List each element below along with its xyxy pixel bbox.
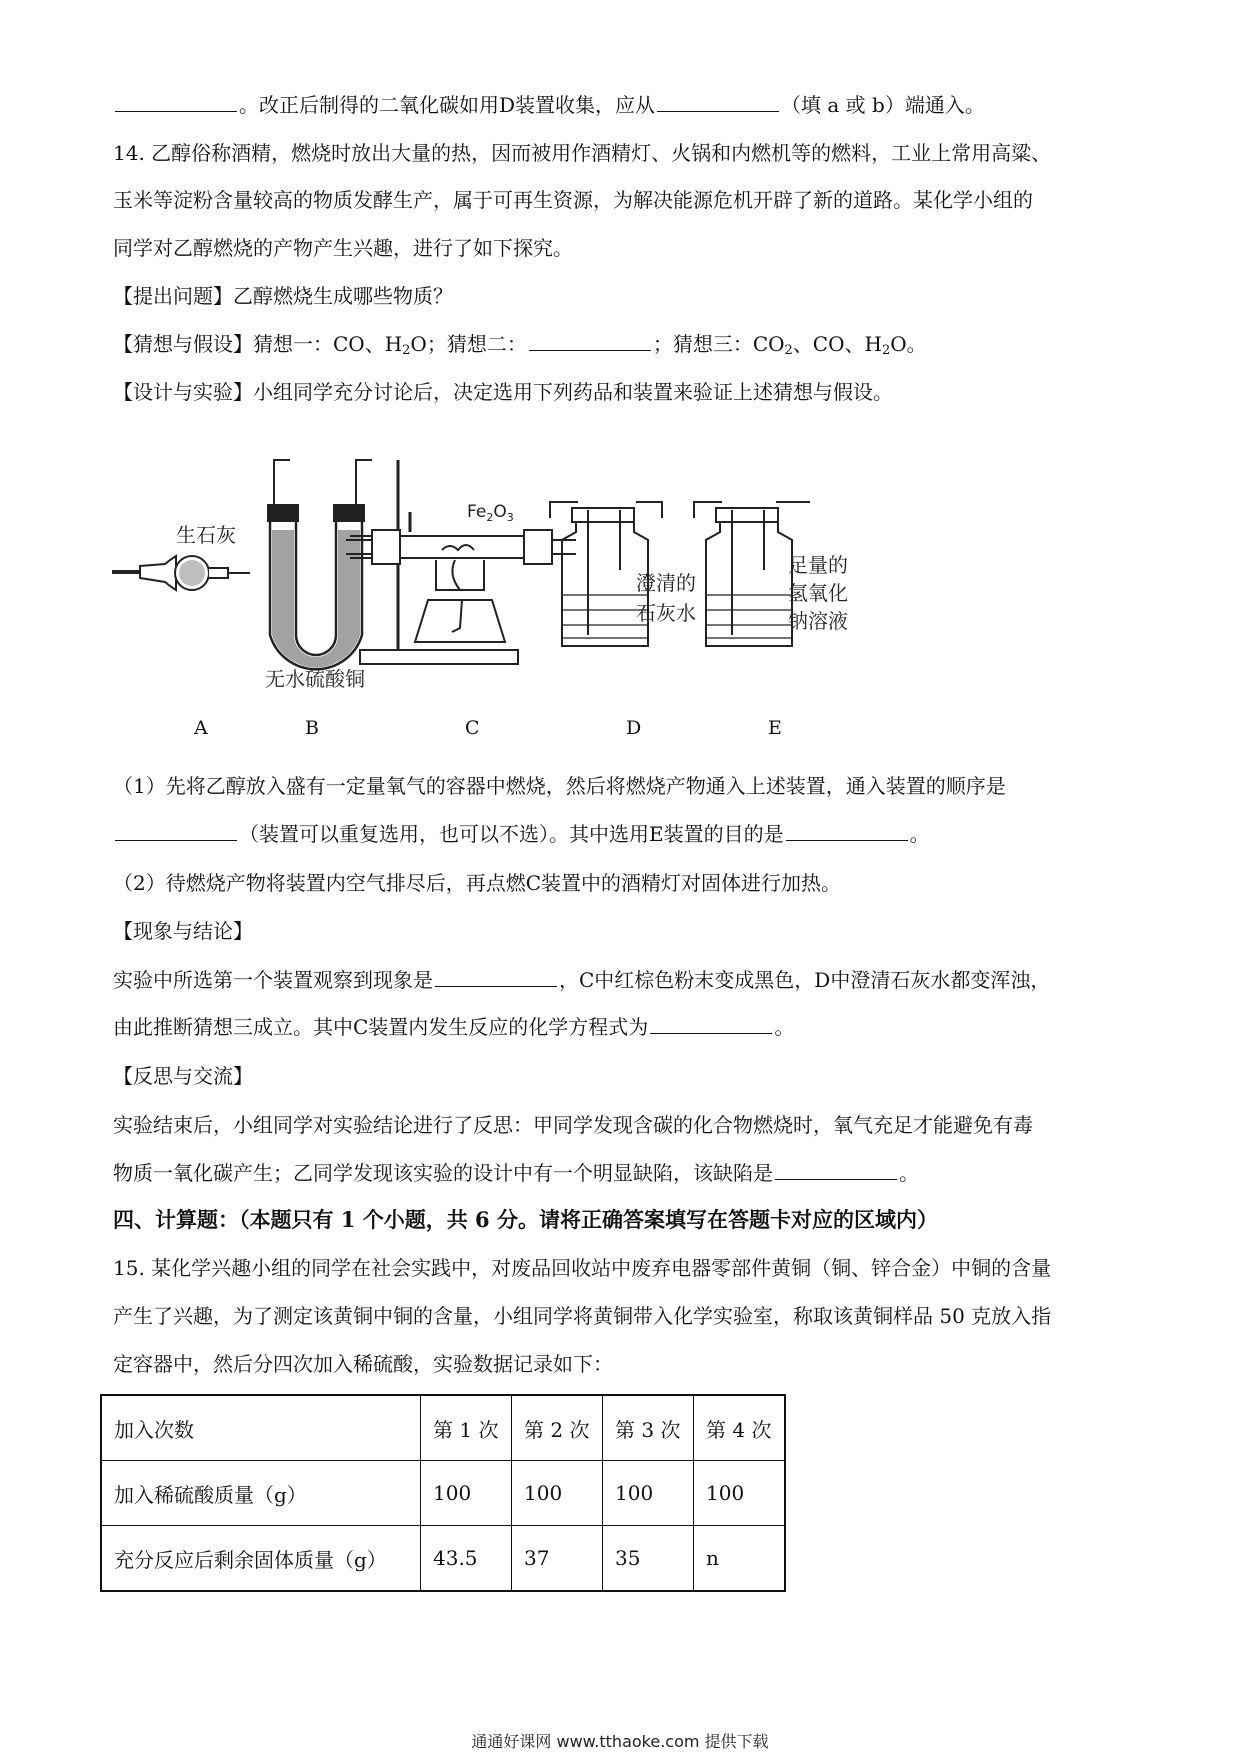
phenomenon-heading: 【现象与结论】 (113, 919, 253, 943)
table-cell: 37 (512, 1526, 603, 1592)
answer-blank[interactable] (435, 966, 557, 987)
apparatus-letter-b: B (305, 717, 319, 739)
label-fe2o3: $Fe_2O_3$ (467, 502, 514, 524)
apparatus-letter-a: A (194, 717, 208, 739)
text-line-q13-end: 。改正后制得的二氧化碳如用D装置收集，应从 （填 a 或 b）端通入。 (113, 91, 1133, 119)
step1-line-2: （装置可以重复选用，也可以不选）。其中选用E装置的目的是 。 (113, 820, 1133, 848)
phenomenon-line-1: 实验中所选第一个装置观察到现象是 ，C中红棕色粉末变成黑色，D中澄清石灰水都变浑浊， (113, 968, 1051, 992)
table-cell: 100 (694, 1461, 786, 1526)
table-cell: 加入稀硫酸质量（g） (101, 1461, 421, 1526)
u-tube-b (268, 460, 372, 669)
label-quicklime: 生石灰 (176, 523, 236, 547)
label-anhydrous-copper-sulfate: 无水硫酸铜 (265, 667, 365, 691)
table-header-cell: 第 4 次 (694, 1395, 786, 1461)
table-row (101, 1461, 785, 1526)
answer-blank[interactable] (650, 1013, 772, 1034)
page-footer: 通通好课网 www.tthaoke.com 提供下载 (471, 1732, 769, 1751)
apparatus-letter-d: D (626, 717, 642, 739)
q15-paragraph-line-1: 15. 某化学兴趣小组的同学在社会实践中，对废品回收站中废弃电器零部件黄铜（铜、锌合金）中铜的含量 (113, 1256, 1052, 1280)
label-limewater-1: 澄清的 (636, 571, 696, 595)
label-limewater-2: 石灰水 (636, 601, 696, 625)
table-row (101, 1395, 785, 1461)
answer-blank[interactable] (115, 91, 237, 112)
q14-paragraph-line-1: 14. 乙醇俗称酒精，燃烧时放出大量的热，因而被用作酒精灯、火锅和内燃机等的燃料，工业上常用高粱、 (113, 141, 1052, 165)
reflection-heading: 【反思与交流】 (113, 1064, 253, 1088)
phenomenon-line-2: 由此推断猜想三成立。其中C装置内发生反应的化学方程式为 。 (113, 1015, 795, 1039)
answer-blank[interactable] (657, 91, 779, 112)
reflection-line-1: 实验结束后，小组同学对实验结论进行了反思：甲同学发现含碳的化合物燃烧时，氧气充足才能避免有毒 (113, 1113, 1033, 1137)
q14-paragraph-line-3: 同学对乙醇燃烧的产物产生兴趣，进行了如下探究。 (113, 236, 573, 260)
question-heading: 【提出问题】乙醇燃烧生成哪些物质？ (113, 284, 453, 308)
section-4-heading: 四、计算题：（本题只有 1 个小题，共 6 分。请将正确答案填写在答题卡对应的区域内） (113, 1207, 938, 1232)
answer-blank[interactable] (529, 330, 651, 351)
table-cell: 100 (603, 1461, 694, 1526)
answer-blank[interactable] (775, 1159, 897, 1180)
step1-line-1: （1）先将乙醇放入盛有一定量氧气的容器中燃烧，然后将燃烧产物通入上述装置，通入装置的顺序是 (113, 774, 1006, 798)
q15-paragraph-line-3: 定容器中，然后分四次加入稀硫酸，实验数据记录如下： (113, 1352, 613, 1376)
label-naoh-3: 钠溶液 (788, 609, 848, 633)
table-cell: 充分反应后剩余固体质量（g） (101, 1526, 421, 1592)
apparatus-figure (110, 450, 970, 750)
answer-blank[interactable] (786, 820, 908, 841)
table-header-cell: 加入次数 (101, 1395, 421, 1461)
table-header-cell: 第 1 次 (421, 1395, 512, 1461)
label-naoh-2: 氢氧化 (788, 581, 848, 605)
design-line: 【设计与实验】小组同学充分讨论后，决定选用下列药品和装置来验证上述猜想与假设。 (113, 380, 893, 404)
drying-tube-a (112, 556, 250, 590)
apparatus-letter-e: E (768, 717, 782, 739)
step2-line: （2）待燃烧产物将装置内空气排尽后，再点燃C装置中的酒精灯对固体进行加热。 (113, 871, 842, 895)
data-table (100, 1394, 786, 1592)
table-cell: 35 (603, 1526, 694, 1592)
reaction-tube-c (346, 460, 576, 664)
answer-blank[interactable] (115, 820, 237, 841)
table-row (101, 1526, 785, 1592)
table-cell: 100 (421, 1461, 512, 1526)
q14-paragraph-line-2: 玉米等淀粉含量较高的物质发酵生产，属于可再生资源，为解决能源危机开辟了新的道路。某化学小组的 (113, 188, 1033, 212)
apparatus-letter-c: C (465, 717, 480, 739)
table-header-cell: 第 3 次 (603, 1395, 694, 1461)
table-header-cell: 第 2 次 (512, 1395, 603, 1461)
table-cell: 43.5 (421, 1526, 512, 1592)
table-cell: n (694, 1526, 786, 1592)
reflection-line-2: 物质一氧化碳产生；乙同学发现该实验的设计中有一个明显缺陷，该缺陷是 。 (113, 1161, 919, 1185)
table-cell: 100 (512, 1461, 603, 1526)
hypothesis-line: 【猜想与假设】猜想一：CO、$H_2O$；猜想二： ；猜想三：$CO_2$、CO、$H_2O$。 (113, 332, 927, 358)
label-naoh-1: 足量的 (788, 553, 848, 577)
q15-paragraph-line-2: 产生了兴趣，为了测定该黄铜中铜的含量，小组同学将黄铜带入化学实验室，称取该黄铜样品 50 克放入指 (113, 1304, 1052, 1328)
